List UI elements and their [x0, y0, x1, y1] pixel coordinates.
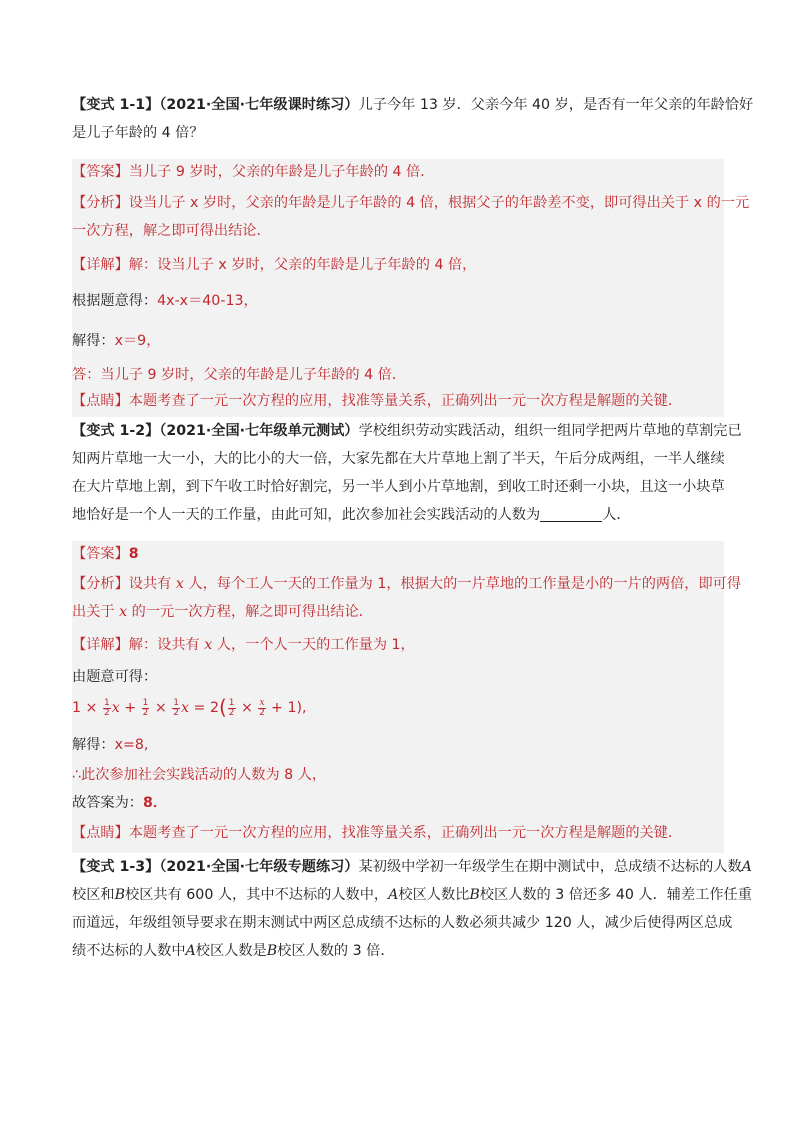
v2-tag: 【变式 1-2】	[72, 423, 160, 439]
v2-question-text2: 知两片草地一大一小，大的比小的大一倍，大家先都在大片草地上割了半天，午后分成两组，一半人继续	[72, 451, 725, 467]
v2-comment-tag: 【点睛】	[72, 825, 129, 841]
v3-var-b2: B	[469, 887, 480, 903]
v1-detail-line1	[72, 255, 724, 291]
v3-question-text4a: 绩不达标的人数中	[72, 943, 186, 959]
v3-question-text1: 某初级中学初一年级学生在期中测试中，总成绩不达标的人数	[358, 859, 742, 875]
eq-x-2: x	[181, 700, 190, 716]
v3-question-text4b: 校区人数是	[195, 943, 267, 959]
v2-step1-label: 由题意可得：	[72, 669, 158, 685]
v2-question-text1: 学校组织劳动实践活动，组织一组同学把两片草地的草割完已	[358, 423, 742, 439]
v1-step2-label: 解得：	[72, 333, 115, 349]
eq-frac-4: $\frac{1}{2}$	[228, 697, 235, 718]
v1-step1-eq: 4x-x＝40-13，	[157, 293, 258, 309]
v2-step2-label: 解得：	[72, 737, 115, 753]
answer-blank	[540, 507, 602, 522]
v1-question-text1: 儿子今年 13 岁．父亲今年 40 岁，是否有一年父亲的年龄恰好	[358, 97, 754, 113]
v2-analysis-text1a: 设共有	[128, 576, 172, 592]
v2-answer-tag: 【答案】	[72, 546, 129, 562]
v2-step2-eq: x=8,	[114, 737, 149, 753]
v2-analysis-text2a: 出关于	[72, 604, 115, 620]
v3-tag: 【变式 1-3】	[72, 859, 160, 875]
v1-answer-text: 当儿子 9 岁时，父亲的年龄是儿子年龄的 4 倍．	[128, 164, 435, 180]
v2-detail-text1a: 解：设共有	[128, 637, 200, 653]
v2-question-line2	[72, 449, 724, 477]
v2-analysis-tag: 【分析】	[72, 576, 129, 592]
v1-analysis-line2	[72, 221, 724, 255]
v1-question-text2: 是儿子年龄的 4 倍？	[72, 125, 204, 141]
eq-frac-1: $\frac{1}{2}$	[103, 697, 110, 718]
v1-answer	[72, 159, 724, 193]
v3-var-b1: B	[114, 887, 126, 903]
v3-question-line3	[72, 913, 733, 941]
v1-step1-label: 根据题意得：	[72, 293, 158, 309]
v1-answer-tag: 【答案】	[72, 164, 129, 180]
v1-detail-tag: 【详解】	[72, 257, 129, 273]
v1-question-line2	[72, 123, 724, 151]
v2-detail-var: x	[204, 637, 213, 653]
v1-tag: 【变式 1-1】	[72, 97, 160, 113]
v2-analysis-line2	[72, 602, 724, 635]
v2-question-text4b: 人．	[602, 507, 631, 523]
v3-question-text2a: 校区和	[72, 887, 115, 903]
v2-solution-block	[72, 541, 742, 853]
v3-question-line2	[72, 885, 752, 913]
eq-x-1: x	[111, 700, 120, 716]
eq-tail: ),	[296, 700, 307, 716]
v2-source: （2021·全国·七年级单元测试）	[159, 423, 359, 439]
v3-question-line4	[72, 941, 724, 969]
v3-question-text2d: 校区人数的 3 倍还多 40 人．辅差工作任重	[479, 887, 752, 903]
v1-detail-text1: 解：设当儿子 x 岁时，父亲的年龄是儿子年龄的 4 倍，	[128, 257, 477, 273]
eq-times-2: ×	[154, 700, 167, 716]
v1-comment-tag: 【点睛】	[72, 393, 129, 409]
v1-solution-block	[72, 159, 750, 417]
v2-step2	[72, 735, 724, 765]
v3-question-text3: 而道远，年级组领导要求在期末测试中两区总成绩不达标的人数必须共减少 120 人，减少后使得两区总成	[72, 915, 733, 931]
eq-two: 2	[209, 700, 219, 716]
v2-question-line3	[72, 477, 724, 505]
v1-step1	[72, 291, 724, 331]
v1-source: （2021·全国·七年级课时练习）	[159, 97, 359, 113]
v2-question-line4	[72, 505, 724, 533]
v2-detail-text1b: 人，一个人一天的工作量为 1，	[216, 637, 415, 653]
v2-analysis-line1	[72, 574, 742, 602]
v2-analysis-var2: x	[119, 604, 128, 620]
eq-frac-2: $\frac{1}{2}$	[142, 697, 149, 718]
v2-answer	[72, 541, 724, 574]
v1-analysis-tag: 【分析】	[72, 195, 129, 211]
eq-plus-2: +	[271, 700, 283, 716]
v2-step3	[72, 765, 724, 793]
v2-step4-label: 故答案为：	[72, 795, 143, 811]
v1-conclusion	[72, 365, 724, 391]
v2-question-text4a: 地恰好是一个人一天的工作量，由此可知，此次参加社会实践活动的人数为	[72, 507, 541, 523]
v3-var-a2: A	[388, 887, 399, 903]
v1-step2-eq: x＝9，	[114, 333, 161, 349]
v2-comment-text: 本题考查了一元一次方程的应用，找准等量关系，正确列出一元一次方程是解题的关键．	[128, 825, 683, 841]
v2-analysis-var: x	[175, 576, 184, 592]
v2-question-line1	[72, 417, 742, 449]
v3-var-a1: A	[741, 859, 752, 875]
v2-step1	[72, 667, 724, 695]
v3-question-text2c: 校区人数比	[398, 887, 470, 903]
v2-detail-line1	[72, 635, 724, 667]
v2-answer-text: 8	[128, 546, 139, 562]
v3-question-line1	[72, 853, 752, 885]
v1-analysis-text2: 一次方程，解之即可得出结论．	[72, 223, 271, 239]
v3-question-text2b: 校区共有 600 人，其中不达标的人数中，	[125, 887, 389, 903]
v3-question-text4c: 校区人数的 3 倍．	[277, 943, 395, 959]
v1-comment	[72, 391, 724, 417]
eq-equals: =	[193, 700, 206, 716]
v1-question-line1	[72, 95, 754, 123]
document-content	[72, 95, 754, 969]
v1-step2	[72, 331, 724, 365]
v2-equation	[72, 695, 724, 735]
v3-var-b3: B	[266, 943, 278, 959]
v1-analysis-line1	[72, 193, 750, 221]
v2-analysis-text2b: 的一元一次方程，解之即可得出结论．	[131, 604, 373, 620]
v2-step4	[72, 793, 724, 823]
v1-conclusion-text: 答：当儿子 9 岁时，父亲的年龄是儿子年龄的 4 倍．	[72, 367, 407, 383]
eq-frac-3: $\frac{1}{2}$	[173, 697, 180, 718]
v2-step3-text: ∴此次参加社会实践活动的人数为 8 人，	[72, 767, 327, 783]
v2-question-text3: 在大片草地上割，到下午收工时恰好割完，另一半人到小片草地割，到收工时还剩一小块，且这一小块草	[72, 479, 725, 495]
v2-analysis-text1b: 人，每个工人一天的工作量为 1，根据大的一片草地的工作量是小的一片的两倍，即可得	[188, 576, 742, 592]
eq-frac-5: $\frac{x}{2}$	[259, 697, 265, 718]
eq-times-1: ×	[85, 700, 98, 716]
v2-comment	[72, 823, 724, 853]
eq-plus-1: +	[124, 700, 137, 716]
v1-comment-text: 本题考查了一元一次方程的应用，找准等量关系，正确列出一元一次方程是解题的关键．	[128, 393, 683, 409]
v2-step4-val: 8．	[142, 795, 168, 811]
eq-one-2: 1	[287, 700, 297, 716]
v3-source: （2021·全国·七年级专题练习）	[159, 859, 359, 875]
eq-times-3: ×	[241, 700, 253, 716]
eq-paren-open: (	[218, 695, 227, 719]
v3-var-a3: A	[185, 943, 196, 959]
eq-one: 1	[72, 700, 82, 716]
v2-detail-tag: 【详解】	[72, 637, 129, 653]
v1-analysis-text1: 设当儿子 x 岁时，父亲的年龄是儿子年龄的 4 倍，根据父子的年龄差不变，即可得出关于 x 的一元	[128, 195, 750, 211]
